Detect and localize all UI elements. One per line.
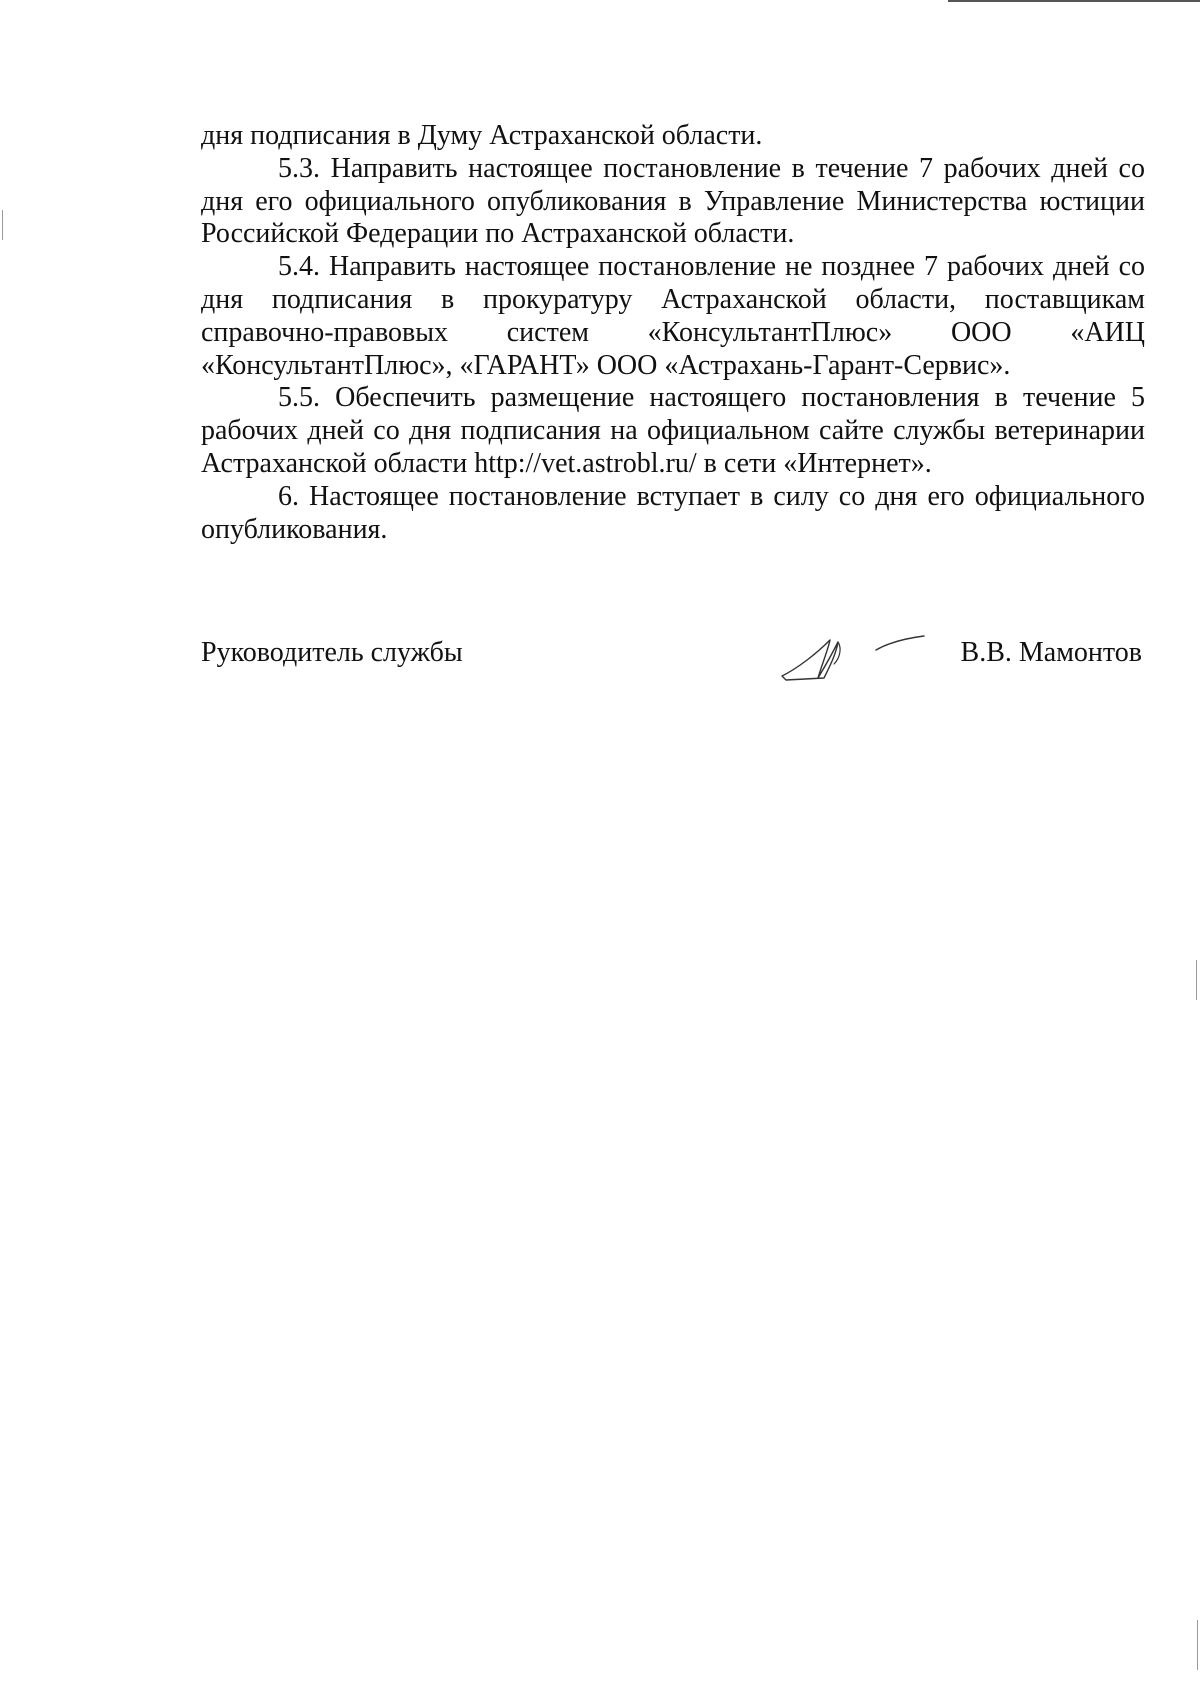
scan-dust-mark xyxy=(1196,960,1197,1000)
paragraph-continuation: дня подписания в Думу Астраханской области. xyxy=(201,120,763,151)
signatory-position: Руководитель службы xyxy=(201,637,463,668)
scan-dust-mark xyxy=(1197,1620,1198,1670)
paragraph-5-5: 5.5. Обеспечить размещение настоящего постановления в течение 5 рабочих дней со дня подписания на официальном сайте службы ветеринарии Астраханской области http://vet.astrobl.ru/ в сети «Интернет». xyxy=(201,382,1145,479)
paragraph-5-3: 5.3. Направить настоящее постановление в течение 7 рабочих дней со дня его официального опубликования в Управление Министерства юстиции Российской Федерации по Астраханской области. xyxy=(201,152,1145,250)
paragraph-5-4: 5.4. Направить настоящее постановление не позднее 7 рабочих дней со дня подписания в прокуратуру Астраханской области, поставщикам справочно-правовых систем «КонсультантПлюс» ООО «АИЦ «КонсультантПлюс», «ГАРАНТ» ООО «Астрахань-Гарант-Сервис». xyxy=(201,251,1145,381)
scan-dust-mark xyxy=(2,210,3,240)
signatory-name: В.В. Мамонтов xyxy=(960,637,1142,668)
paragraph-6: 6. Настоящее постановление вступает в силу со дня его официального опубликования. xyxy=(201,480,1145,545)
document-body xyxy=(201,120,1145,546)
scan-edge-artifact xyxy=(948,0,1200,2)
handwritten-signature xyxy=(778,628,938,684)
